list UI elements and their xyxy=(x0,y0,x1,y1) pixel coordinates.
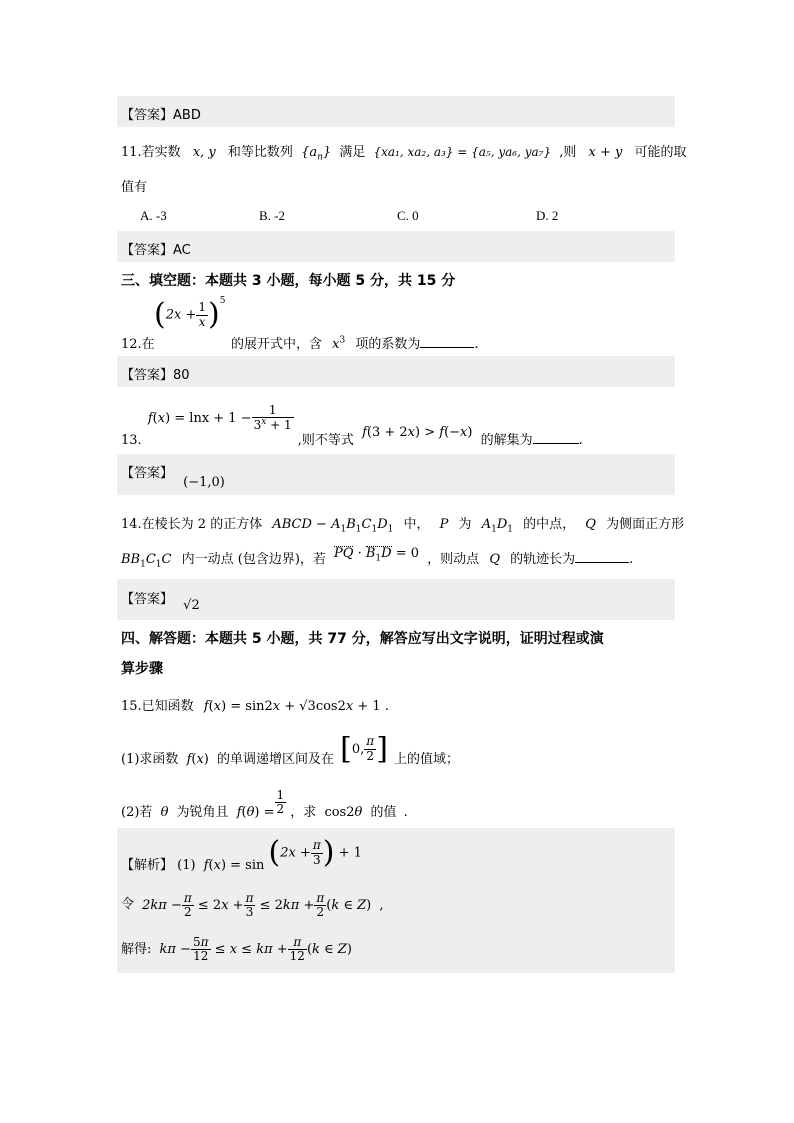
q12-x3: $x^3$ xyxy=(332,335,346,352)
q14-q: Q xyxy=(585,517,596,532)
q14-text6: ，则动点 xyxy=(427,552,480,567)
question-14-line1 xyxy=(121,513,684,535)
answer-12 xyxy=(121,364,190,383)
q14-text5: 内一动点 (包含边界)，若 xyxy=(181,552,326,567)
q13-text1: ,则不等式 xyxy=(297,432,354,448)
answer-value: √2 xyxy=(183,598,200,613)
q14-lead: 14.在棱长为 2 的正方体 xyxy=(121,517,263,532)
q15-lead: 15.已知函数 xyxy=(121,699,194,714)
q15-interval: [0, $\frac{\pi}{2}$ ] xyxy=(340,731,388,766)
q14-cube: ABCD − $A_1B_1C_1D_1$ xyxy=(272,517,394,535)
q15-p2c: ，求 xyxy=(290,805,317,821)
q14-p: P xyxy=(439,517,449,532)
section-3-heading: 三、填空题：本题共 3 小题，每小题 5 分，共 15 分 xyxy=(121,273,456,289)
q11-text3: ,则 xyxy=(559,145,577,160)
q11-seq: $\{a_n\}$ xyxy=(301,145,332,163)
q12-lead: 12.在 xyxy=(121,337,155,352)
answer-14 xyxy=(121,588,200,613)
q13-inequality: f(3 + 2x) > f(−x) xyxy=(362,424,473,440)
q11-text2: 满足 xyxy=(339,145,366,160)
q14-text4: 为侧面正方形 xyxy=(606,517,685,532)
q12-text1: 的展开式中，含 xyxy=(230,337,322,352)
answer-value: AC xyxy=(173,243,191,258)
question-15: 15.已知函数 f(x) = sin2x + √3cos2x + 1 . xyxy=(121,699,389,714)
q15-p2b: 为锐角且 xyxy=(176,805,229,821)
q11-vars: x, y xyxy=(192,145,216,160)
answer-10 xyxy=(121,104,201,123)
answer-13 xyxy=(121,462,225,490)
q15-p1a: (1)求函数 xyxy=(121,751,179,767)
q15-p1b: 的单调递增区间及在 xyxy=(217,751,335,767)
q15-part2: (2)若 θ 为锐角且 f(θ) = $\frac{1}{2}$ ，求 cos2θ 的值 . xyxy=(121,788,408,821)
q14-text1: 中， xyxy=(403,517,430,532)
q12-expression: (2x + $\frac{1}{x}$ )$^5$ xyxy=(154,296,226,332)
answer-tag: 【答案】 xyxy=(121,368,174,383)
section-4-heading-line1: 四、解答题：本题共 5 小题，共 77 分，解答应写出文字说明，证明过程或演 xyxy=(121,631,604,647)
answer-blank xyxy=(533,442,579,444)
answer-blank xyxy=(420,346,474,348)
question-12: 12.在 的展开式中，含 $x^3$ 项的系数为 . xyxy=(121,335,479,352)
q15-p2a: (2)若 xyxy=(121,805,153,821)
question-13: 13. f(x) = lnx + 1 − $\frac{1}{3^x + 1}$ ,则不等式 f(3 + 2x) > f(−x) 的解集为 . xyxy=(121,403,583,448)
question-11-line2: 值有 xyxy=(121,180,148,195)
answer-value: (−1,0) xyxy=(183,475,225,490)
q15-p1c: 上的值域； xyxy=(394,751,460,767)
answer-tag: 【答案】 xyxy=(121,592,174,607)
answer-value: 80 xyxy=(173,368,190,383)
answer-band-14 xyxy=(117,579,675,620)
answer-blank xyxy=(575,561,629,563)
answer-band-11 xyxy=(117,231,675,262)
q14-a1d1: $A_1D_1$ xyxy=(481,517,513,535)
q13-text2: 的解集为 xyxy=(480,432,533,448)
q14-face: $BB_1C_1C$ xyxy=(121,552,172,570)
q14-text2: 为 xyxy=(458,517,472,532)
answer-tag: 【答案】 xyxy=(121,466,174,481)
answer-tag: 【答案】 xyxy=(121,243,174,258)
q11-sum: x + y xyxy=(588,145,623,160)
q12-text2: 项的系数为 xyxy=(355,337,421,352)
q13-lead: 13. xyxy=(121,432,142,448)
option-c: C. 0 xyxy=(397,208,419,223)
answer-tag: 【答案】 xyxy=(121,108,174,123)
solution-line3: 解得: kπ − $\frac{5\pi}{12}$ ≤ x ≤ kπ + $\frac{\pi}{12}$ (k ∈ Z) xyxy=(121,935,352,964)
solution-line1: 【解析】 (1) f(x) = sin (2x + $\frac{\pi}{3}$ ) + 1 xyxy=(121,835,362,873)
q15-part1: (1)求函数 f(x) 的单调递增区间及在 [0, $\frac{\pi}{2}$ ] 上的值域； xyxy=(121,731,460,767)
analysis-tag: 【解析】 xyxy=(121,857,174,873)
answer-value: ABD xyxy=(173,108,201,123)
question-14-line2: $BB_1C_1C$ 内一动点 (包含边界)，若 PQ · $B_1D = 0$ ，则动点 Q 的轨迹长为 . xyxy=(121,546,634,570)
q11-text4: 可能的取 xyxy=(634,145,687,160)
q11-set: {xa₁, xa₂, a₃} = {a₅, ya₆, ya₇} xyxy=(373,145,552,159)
q14-text7: 的轨迹长为 xyxy=(510,552,576,567)
option-a: A. -3 xyxy=(140,208,167,223)
q14-q2: Q xyxy=(489,552,500,567)
q11-text1: 和等比数列 xyxy=(227,145,293,160)
option-b: B. -2 xyxy=(259,208,285,223)
q15-p2d: 的值 xyxy=(370,805,397,821)
answer-11 xyxy=(121,239,191,258)
q11-lead: 11.若实数 xyxy=(121,145,181,160)
q13-function: f(x) = lnx + 1 − $\frac{1}{3^x + 1}$ xyxy=(147,403,292,433)
answer-band-12 xyxy=(117,356,675,387)
section-4-heading-line2: 算步骤 xyxy=(121,661,163,677)
q15-function: f(x) = sin2x + √3cos2x + 1 xyxy=(203,699,381,714)
q14-text3: 的中点， xyxy=(523,517,576,532)
solution-line2: 令 2kπ − $\frac{\pi}{2}$ ≤ 2x + $\frac{\pi}{3}$ ≤ 2kπ + $\frac{\pi}{2}$ (k ∈ Z) , xyxy=(121,891,384,920)
q14-dot-product: PQ · $B_1D = 0$ xyxy=(334,546,420,564)
question-11-line1 xyxy=(121,141,687,163)
option-d: D. 2 xyxy=(536,208,559,223)
